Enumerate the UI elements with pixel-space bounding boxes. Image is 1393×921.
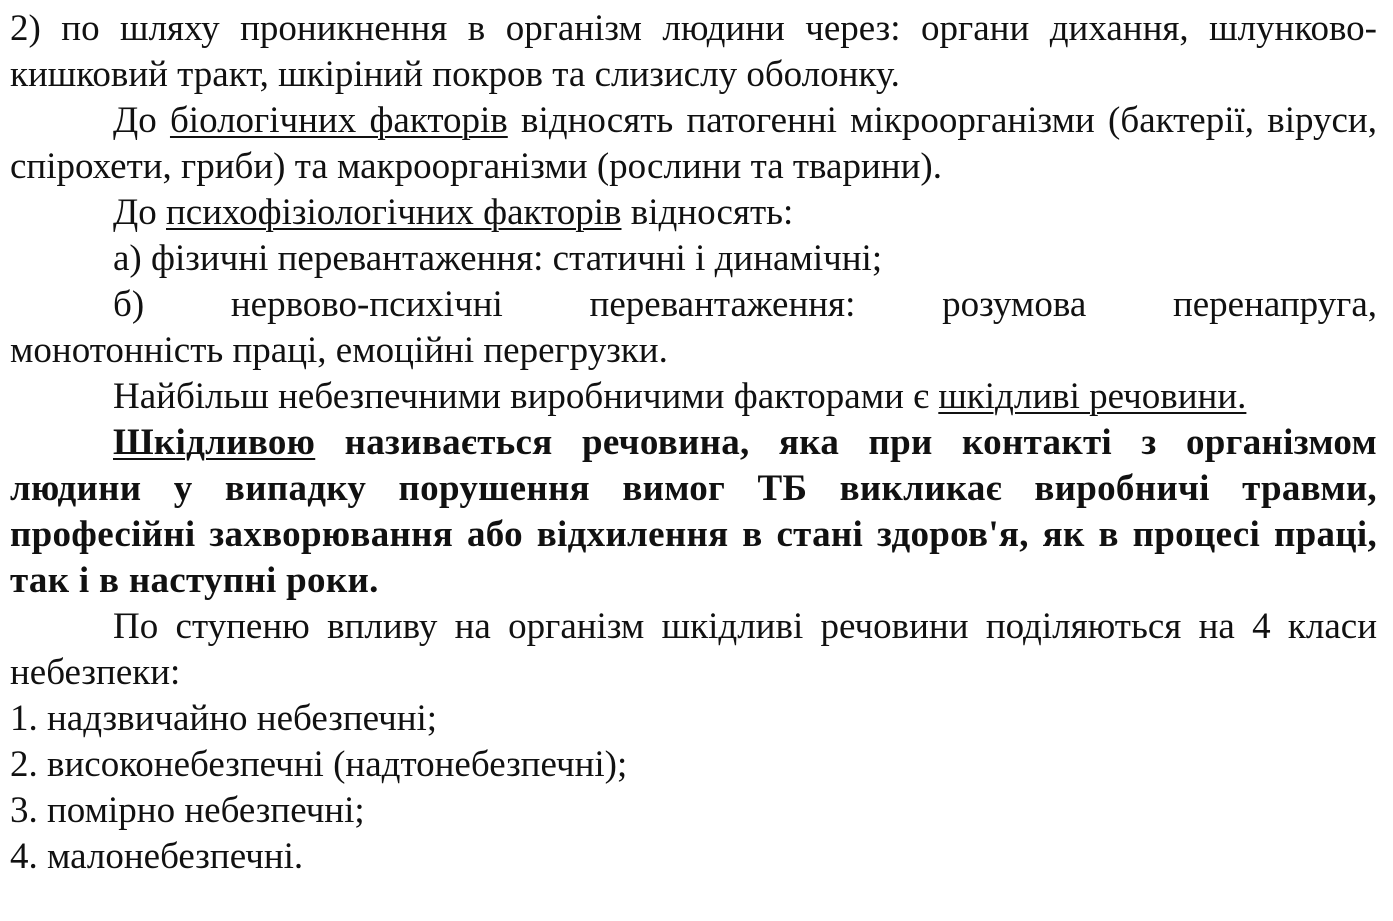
paragraph-psychophysiological-factors	[10, 190, 1377, 236]
list-item-neuro-psychic-line2	[10, 328, 1377, 374]
harmful-definition-text: називається речовина, яка при контакті з організмом людини у випадку порушення вимог ТБ викликає виробничі травми, професійні захворювання або відхилення в стані здоров'я, як в процесі праці, так і в наступні роки.	[10, 422, 1377, 601]
paragraph-penetration-routes	[10, 6, 1377, 98]
paragraph-hazard-classes-intro	[10, 604, 1377, 696]
penetration-routes-text: 2) по шляху проникнення в організм людини через: органи дихання, шлунково-кишковий тракт, шкіріний покров та слизислу оболонку.	[10, 8, 1377, 95]
biological-prefix: До	[113, 100, 170, 141]
list-item-neuro-psychic-line1	[10, 282, 1377, 328]
hazard-class-2: 2. високонебезпечні (надтонебезпечні);	[10, 744, 628, 785]
hazard-class-4: 4. малонебезпечні.	[10, 836, 304, 877]
most-dangerous-text: Найбільш небезпечними виробничими факторами є	[113, 376, 939, 417]
paragraph-harmful-definition	[10, 420, 1377, 604]
psycho-suffix: відносять:	[621, 192, 794, 233]
harmful-definition-term: Шкідливою	[113, 422, 316, 463]
neuro-psychic-text-line2: монотонність праці, емоційні перегрузки.	[10, 330, 668, 371]
paragraph-biological-factors	[10, 98, 1377, 190]
hazard-class-1: 1. надзвичайно небезпечні;	[10, 698, 438, 739]
hazard-class-3: 3. помірно небезпечні;	[10, 790, 365, 831]
paragraph-most-dangerous	[10, 374, 1377, 420]
hazard-classes-intro-text: По ступеню впливу на організм шкідливі речовини поділяються на 4 класи небезпеки:	[10, 606, 1377, 693]
psycho-prefix: До	[113, 192, 166, 233]
biological-factors-text: відносять патогенні мікроорганізми (бактерії, віруси, спірохети, гриби) та макроорганізми (рослини та тварини).	[10, 100, 1377, 187]
list-item-physical-overload	[10, 236, 1377, 282]
physical-overload-text: а) фізичні перевантаження: статичні і динамічні;	[113, 238, 883, 279]
biological-factors-term: біологічних факторів	[169, 100, 508, 141]
harmful-substances-term: шкідливі речовини.	[938, 376, 1247, 417]
neuro-psychic-text-line1: б) нервово-психічні перевантаження: розумова перенапруга,	[113, 284, 1377, 325]
psychophysiological-factors-term: психофізіологічних факторів	[166, 192, 622, 233]
